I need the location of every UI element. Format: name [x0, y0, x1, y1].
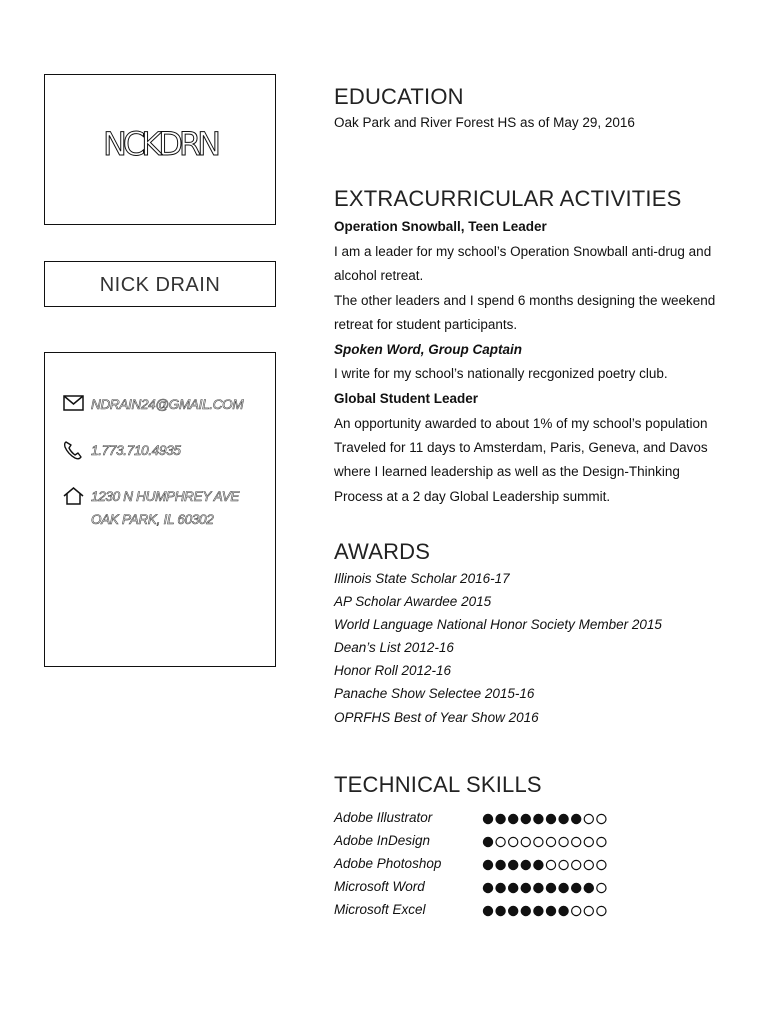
email-text[interactable]: NDRAIN24@GMAIL.COM — [91, 397, 244, 412]
rating-dot-filled — [496, 814, 505, 823]
award-item: Illinois State Scholar 2016-17 — [334, 571, 510, 586]
rating-dot-filled — [483, 883, 492, 892]
activity-line: I write for my school’s nationally recgonized poetry club. — [334, 366, 668, 381]
award-item: AP Scholar Awardee 2015 — [334, 594, 492, 609]
skill-name: Adobe Illustrator — [334, 810, 433, 825]
activity-title: Global Student Leader — [334, 391, 479, 406]
rating-dot-filled — [546, 883, 555, 892]
rating-dot-filled — [534, 883, 543, 892]
rating-dot-filled — [496, 883, 505, 892]
skill-row — [334, 810, 634, 830]
logo-box — [44, 74, 276, 225]
activity-line: The other leaders and I spend 6 months designing the weekend — [334, 293, 716, 308]
address-line-2: OAK PARK, IL 60302 — [91, 512, 214, 527]
rating-dot-filled — [521, 860, 530, 869]
activity-line: alcohol retreat. — [334, 268, 424, 283]
rating-dot-filled — [521, 814, 530, 823]
rating-dot-empty — [597, 860, 606, 869]
skill-row — [334, 879, 634, 899]
name-box — [44, 261, 276, 307]
rating-dot-empty — [584, 860, 593, 869]
rating-dot-filled — [483, 906, 492, 915]
rating-dot-filled — [572, 814, 581, 823]
activity-line: An opportunity awarded to about 1% of my school’s population — [334, 416, 708, 431]
address-line-1: 1230 N HUMPHREY AVE — [91, 489, 240, 504]
rating-dot-filled — [559, 906, 568, 915]
skill-rating — [482, 812, 622, 826]
skill-rating — [482, 858, 622, 872]
award-item: World Language National Honor Society Member 2015 — [334, 617, 662, 632]
skill-row — [334, 856, 634, 876]
rating-dot-filled — [521, 906, 530, 915]
phone-icon — [61, 439, 87, 461]
rating-dot-filled — [509, 860, 518, 869]
rating-dot-filled — [572, 883, 581, 892]
rating-dot-empty — [509, 837, 518, 846]
envelope-icon — [61, 393, 87, 413]
award-item: OPRFHS Best of Year Show 2016 — [334, 710, 539, 725]
skill-name: Adobe Photoshop — [334, 856, 442, 871]
education-heading: EDUCATION — [334, 84, 464, 109]
logo-monogram: NCKDRN — [102, 125, 218, 163]
activity-title: Spoken Word, Group Captain — [334, 342, 523, 357]
award-item: Panache Show Selectee 2015-16 — [334, 686, 535, 701]
skill-name: Microsoft Excel — [334, 902, 426, 917]
rating-dot-empty — [521, 837, 530, 846]
award-item: Honor Roll 2012-16 — [334, 663, 452, 678]
rating-dot-filled — [496, 906, 505, 915]
rating-dot-filled — [483, 860, 492, 869]
house-icon — [61, 485, 87, 507]
rating-dot-empty — [597, 814, 606, 823]
skills-heading: TECHNICAL SKILLS — [334, 772, 542, 797]
rating-dot-filled — [559, 883, 568, 892]
rating-dot-filled — [521, 883, 530, 892]
phone-text[interactable]: 1.773.710.4935 — [91, 443, 181, 458]
rating-dot-empty — [496, 837, 505, 846]
rating-dot-filled — [496, 860, 505, 869]
awards-heading: AWARDS — [334, 539, 431, 564]
rating-dot-empty — [597, 883, 606, 892]
rating-dot-empty — [559, 860, 568, 869]
rating-dot-empty — [584, 906, 593, 915]
rating-dot-empty — [597, 837, 606, 846]
rating-dot-filled — [534, 814, 543, 823]
rating-dot-empty — [584, 814, 593, 823]
rating-dot-filled — [559, 814, 568, 823]
skill-rating — [482, 835, 622, 849]
rating-dot-filled — [509, 814, 518, 823]
skill-row — [334, 902, 634, 922]
skill-name: Microsoft Word — [334, 879, 425, 894]
rating-dot-filled — [509, 883, 518, 892]
rating-dot-filled — [584, 883, 593, 892]
rating-dot-empty — [597, 906, 606, 915]
rating-dot-filled — [534, 860, 543, 869]
activity-line: I am a leader for my school’s Operation Snowball anti-drug and — [334, 244, 712, 259]
activity-line: Traveled for 11 days to Amsterdam, Paris, Geneva, and Davos — [334, 440, 708, 455]
activity-line: retreat for student participants. — [334, 317, 518, 332]
extracurricular-heading: EXTRACURRICULAR ACTIVITIES — [334, 186, 682, 211]
full-name: NICK DRAIN — [99, 274, 221, 296]
rating-dot-empty — [546, 837, 555, 846]
activity-line: where I learned leadership as well as the Design-Thinking — [334, 464, 680, 479]
rating-dot-filled — [546, 814, 555, 823]
skill-row — [334, 833, 634, 853]
rating-dot-empty — [584, 837, 593, 846]
education-line: Oak Park and River Forest HS as of May 29, 2016 — [334, 115, 635, 130]
rating-dot-empty — [572, 860, 581, 869]
rating-dot-empty — [546, 860, 555, 869]
skill-rating — [482, 904, 622, 918]
contact-box — [44, 352, 276, 667]
email-row — [61, 393, 243, 416]
rating-dot-filled — [546, 906, 555, 915]
rating-dot-filled — [534, 906, 543, 915]
award-item: Dean’s List 2012-16 — [334, 640, 454, 655]
address-row — [61, 485, 239, 531]
rating-dot-filled — [509, 906, 518, 915]
rating-dot-empty — [572, 906, 581, 915]
rating-dot-empty — [572, 837, 581, 846]
skill-name: Adobe InDesign — [334, 833, 431, 848]
activity-title: Operation Snowball, Teen Leader — [334, 219, 547, 234]
skill-rating — [482, 881, 622, 895]
activity-line: Process at a 2 day Global Leadership summit. — [334, 489, 611, 504]
rating-dot-filled — [483, 837, 492, 846]
rating-dot-filled — [483, 814, 492, 823]
rating-dot-empty — [559, 837, 568, 846]
phone-row — [61, 439, 181, 462]
rating-dot-empty — [534, 837, 543, 846]
